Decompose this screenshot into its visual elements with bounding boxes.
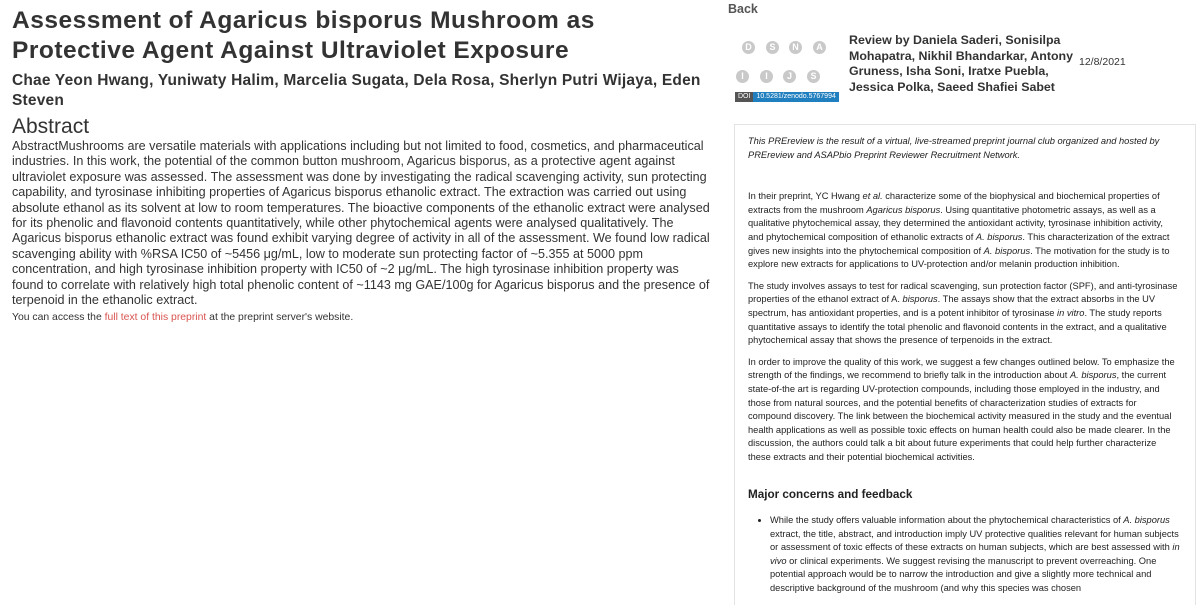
preprint-section	[12, 6, 712, 323]
review-text: In their preprint, YC Hwang	[748, 191, 863, 202]
review-text: . The assays show that the extract absorbs in the UV spectrum, has antioxidant properties, and is a potent inhibitor of tyrosinase	[748, 294, 1156, 318]
badge-icon[interactable]: I	[760, 70, 773, 83]
review-text: The study involves assays to test for radical scavenging, sun protection factor (SPF), and anti-tyrosinase properties of the ethanol extract of A.	[748, 280, 1178, 305]
review-text: characterize some of the biophysical and biochemical properties of extracts from the mushroom	[748, 191, 1160, 215]
review-date: 12/8/2021	[1079, 56, 1126, 68]
major-concerns-heading: Major concerns and feedback	[748, 488, 913, 502]
doi-label: DOI	[735, 92, 753, 102]
access-line	[12, 312, 712, 323]
review-text: . Using quantitative photometric assays, as well as a qualitative phytochemical assay, they determined the antioxidant activity, tyrosinase inhibition activity, and phytochemical composition of ethanolic extracts of	[748, 204, 1163, 242]
badge-icon[interactable]: S	[807, 70, 820, 83]
preprint-authors: Chae Yeon Hwang, Yuniwaty Halim, Marcelia Sugata, Dela Rosa, Sherlyn Putri Wijaya, Eden Steven	[12, 72, 701, 109]
back-link[interactable]: Back	[728, 2, 758, 16]
major-concerns-list	[748, 514, 1181, 596]
badge-icon[interactable]: N	[789, 41, 802, 54]
review-body	[735, 125, 1195, 596]
full-text-link[interactable]: full text of this preprint	[104, 312, 207, 324]
review-text: , the current state-of-the art is regarding UV-protection compounds, including those employed in the industry, and those from natural sources, and the potential benefits of characterization studies of extracts for compound discovery. The link between the biochemical activity measured in the study and the eventual health applications as well as possible toxic effects on human health could also be made clearer. In the discussion, the authors could talk a bit about future experiments that could help further characterize these extracts and their potential biochemical activities.	[748, 370, 1172, 462]
review-text: . This characterization of the extract gives new insights into the phytochemical composition of	[748, 231, 1170, 256]
review-authors: Review by Daniela Saderi, Sonisilpa Mohapatra, Nikhil Bhandarkar, Antony Gruness, Isha Soni, Iratxe Puebla, Jessica Polka, Saeed Shafiei Sabet	[849, 33, 1073, 94]
review-text-italic: A. bisporus	[975, 231, 1023, 242]
review-paragraph	[748, 356, 1181, 465]
review-text-italic: bisporus	[902, 294, 938, 305]
review-text-italic: A. bisporus	[1123, 515, 1170, 526]
list-item	[770, 514, 1181, 596]
badge-icon[interactable]: S	[766, 41, 779, 54]
access-prefix: You can access the	[12, 312, 102, 324]
review-paragraph	[748, 280, 1181, 348]
review-text: extract, the title, abstract, and introduction imply UV protective qualities relevant for human subjects or assessment of toxic effects of these extracts on human subjects, which are best assessed with	[770, 528, 1179, 553]
review-text-italic: in vitro	[1057, 307, 1085, 318]
review-paragraph	[748, 190, 1181, 272]
review-text: or clinical experiments. We suggest revising the manuscript to prevent overreaching. One potential approach would be to narrow the introduction and give a slightly more technical and descriptive background of the mushroom (and why this species was chosen	[770, 555, 1157, 594]
review-text: . The study reports quantitative assays to identify the total phenolic and flavonoid contents in the extract, and a qualitative phytochemical assay that shows the presence of terpenoids in the extract.	[748, 307, 1167, 346]
access-suffix: at the preprint server's website.	[209, 312, 354, 324]
abstract-text: AbstractMushrooms are versatile materials with applications including but not limited to food, cosmetics, and pharmaceutical industries. In this work, the potential of the common button mushroom, Agaricus bisporus, as a protective agent against ultraviolet exposure was assessed. The assessment was done by investigating the radical scavenging activity, sun protecting capability, and tyrosinase inhibiting properties of Agaricus bisporus ethanolic extract. The extraction was carried out using absolute ethanol as its solvent at low to room temperatures. The bioactive components of the ethanolic extract were analysed for its phenolic and flavonoid contents quantitatively, while other phytochemical agents were analysed qualitatively. The Agaricus bisporus ethanolic extract was found exhibit varying degree of activity in all of the assessment. We found low radical scavenging ability with %RSA IC50 of ~5456 μg/mL, low to moderate sun protecting factor of ~5.355 at 5000 ppm concentration, and high tyrosinase inhibition property with IC50 of ~2 μg/mL. The high tyrosinase inhibition property was found to correlate with relatively high total phenolic content of ~1143 mg GAE/100g for Agaricus bisporus and the presence of terpenoid in the ethanolic extract.	[12, 139, 710, 308]
review-text-italic: Agaricus bisporus	[866, 204, 941, 215]
badge-icon[interactable]: A	[813, 41, 826, 54]
review-text-italic: A. bisporus	[983, 245, 1031, 256]
review-text: While the study offers valuable information about the phytochemical characteristics of	[770, 515, 1124, 526]
review-panel	[734, 124, 1196, 605]
badge-icon[interactable]: J	[783, 70, 796, 83]
review-intro-note: This PREreview is the result of a virtual, live-streamed preprint journal club organized and hosted by PREreview and ASAPbio Preprint Reviewer Recruitment Network.	[748, 136, 1160, 160]
abstract-heading: Abstract	[12, 115, 90, 138]
doi-badge[interactable]	[735, 92, 839, 102]
preprint-title: Assessment of Agaricus bisporus Mushroom as Protective Agent Against Ultraviolet Exposure	[12, 7, 595, 64]
badge-icon[interactable]: D	[742, 41, 755, 54]
doi-value[interactable]: 10.5281/zenodo.5767994	[753, 92, 838, 102]
badge-icon[interactable]: I	[736, 70, 749, 83]
review-text: . The motivation for the study is to explore new extracts for applications to UV-protection and/or melanin production inhibition.	[748, 245, 1170, 270]
review-text-italic: in vivo	[770, 542, 1180, 566]
review-text: In order to improve the quality of this work, we suggest a few changes outlined below. To emphasize the strength of the findings, we recommend to briefly talk in the introduction about	[748, 356, 1175, 381]
review-text-italic: et al.	[862, 191, 883, 202]
review-text-italic: A. bisporus	[1069, 370, 1117, 381]
